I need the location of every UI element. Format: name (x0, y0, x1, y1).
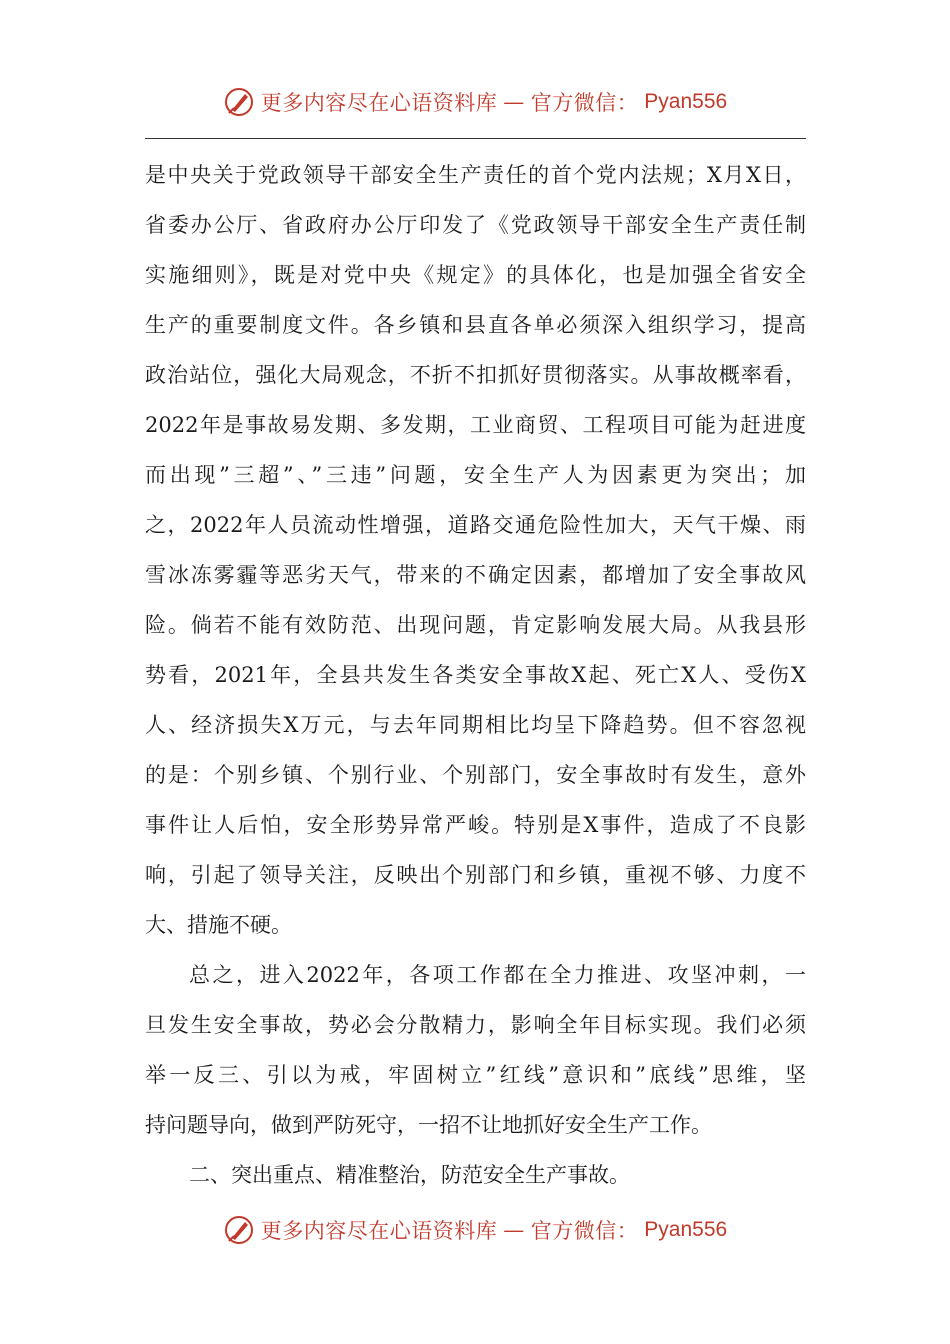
quill-logo-icon (223, 86, 255, 118)
document-body (145, 150, 806, 1200)
text-line: 省委办公厅、省政府办公厅印发了《党政领导干部安全生产责任制 (145, 213, 806, 237)
banner-wechat-label: 官方微信： (530, 1219, 639, 1243)
banner-separator: — (503, 1218, 525, 1242)
quill-logo-icon (223, 1214, 255, 1246)
text-line: 人、经济损失X万元，与去年同期相比均呈下降趋势。但不容忽视 (145, 713, 806, 737)
banner-brand-text: 更多内容尽在心语资料库 (260, 91, 498, 115)
text-line: 险。倘若不能有效防范、出现问题，肯定影响发展大局。从我县形 (145, 613, 806, 637)
text-line: 势看，2021年，全县共发生各类安全事故X起、死亡X人、受伤X (145, 663, 806, 687)
banner-wechat-id: Pyan556 (644, 1218, 728, 1241)
text-line: 是中央关于党政领导干部安全生产责任的首个党内法规；X月X日， (145, 163, 806, 187)
text-line: 持问题导向，做到严防死守，一招不让地抓好安全生产工作。 (145, 1113, 712, 1137)
paragraph-1 (145, 150, 806, 950)
text-line: 事件让人后怕，安全形势异常严峻。特别是X事件，造成了不良影 (145, 813, 806, 837)
banner-separator: — (503, 90, 525, 114)
paragraph-2 (145, 950, 806, 1150)
footer-banner (0, 1210, 950, 1250)
banner-wechat-id: Pyan556 (644, 90, 728, 113)
text-line: 总之，进入2022年，各项工作都在全力推进、攻坚冲刺，一 (189, 963, 806, 987)
text-line: 旦发生安全事故，势必会分散精力，影响全年目标实现。我们必须 (145, 1013, 806, 1037)
text-line: 之，2022年人员流动性增强，道路交通危险性加大，天气干燥、雨 (145, 513, 806, 537)
text-line: 大、措施不硬。 (145, 913, 292, 937)
section-heading: 二、突出重点、精准整治，防范安全生产事故。 (189, 1163, 630, 1187)
text-line: 雪冰冻雾霾等恶劣天气，带来的不确定因素，都增加了安全事故风 (145, 563, 806, 587)
text-line: 的是：个别乡镇、个别行业、个别部门，安全事故时有发生，意外 (145, 763, 806, 787)
banner-brand-text: 更多内容尽在心语资料库 (260, 1219, 498, 1243)
header-banner (0, 82, 950, 122)
text-line: 政治站位，强化大局观念，不折不扣抓好贯彻落实。从事故概率看， (145, 363, 806, 387)
header-divider (145, 138, 806, 139)
text-line: 实施细则》，既是对党中央《规定》的具体化，也是加强全省安全 (145, 263, 806, 287)
banner-wechat-label: 官方微信： (530, 91, 639, 115)
text-line: 而出现”三超”、”三违”问题，安全生产人为因素更为突出；加 (145, 463, 806, 487)
text-line: 响，引起了领导关注，反映出个别部门和乡镇，重视不够、力度不 (145, 863, 806, 887)
text-line: 举一反三、引以为戒，牢固树立”红线”意识和”底线”思维，坚 (145, 1063, 806, 1087)
text-line: 生产的重要制度文件。各乡镇和县直各单必须深入组织学习，提高 (145, 313, 806, 337)
text-line: 2022年是事故易发期、多发期，工业商贸、工程项目可能为赶进度 (145, 413, 806, 437)
